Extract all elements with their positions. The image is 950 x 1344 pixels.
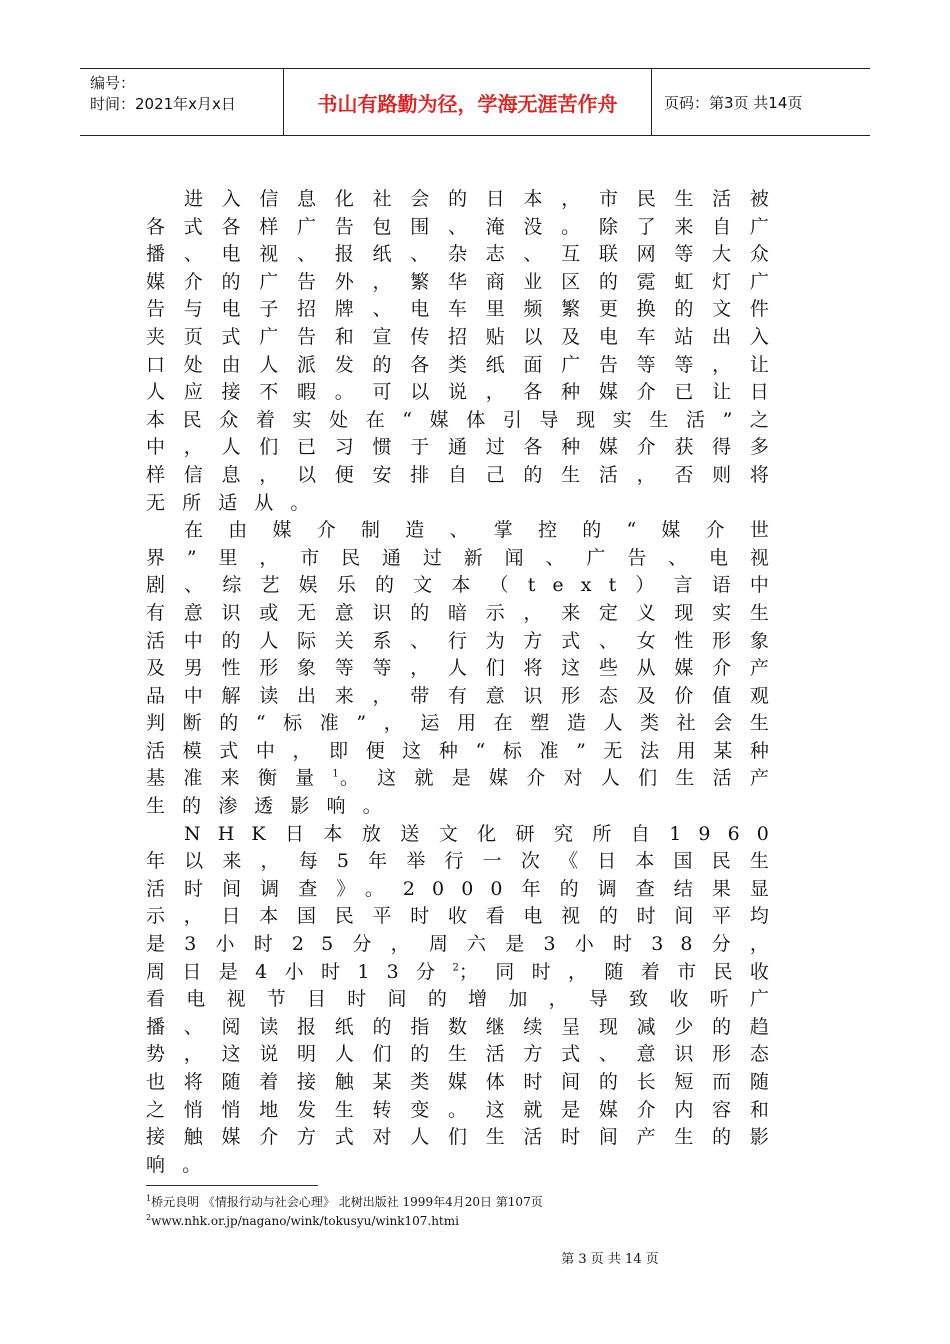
footnote-1-text: 桥元良明 《情报行动与社会心理》 北树出版社 1999年4月20日 第107页: [151, 1195, 543, 1209]
page-footer: 第 3 页 共 14 页: [561, 1252, 659, 1267]
footnote-2: [146, 1212, 846, 1231]
article-body: [146, 186, 786, 1179]
paragraph-1: 进入信息化社会的日本，市民生活被各式各样广告包围、淹没。除了来自广播、电视、报纸、杂志、互联网等大众媒介的广告外，繁华商业区的霓虹灯广告与电子招牌、电车里频繁更换的文件夹页式广告和宣传招贴以及电车站出入口处由人派发的各类纸面广告等等，让人应接不暇。可以说，各种媒介已让日本民众着实处在“媒体引导现实生活”之中，人们已习惯于通过各种媒介获得多样信息，以便安排自己的生活，否则将无所适从。: [146, 188, 786, 514]
footnote-2-mark: 2: [146, 1213, 152, 1222]
footnote-ref-2[interactable]: 2: [452, 962, 459, 974]
footnote-1: [146, 1193, 846, 1212]
header-code-label: 编号：: [90, 74, 136, 92]
footnote-1-mark: 1: [146, 1194, 152, 1203]
paragraph-3-tail: ；同时，随着市民收看电视节目时间的增加，导致收听广播、阅读报纸的指数继续呈现减少的趋势，这说明人们的生活方式、意识形态也将随着接触某类媒体时间的长短而随之悄悄地发生转变。这就是媒介内容和接触媒介方式对人们生活时间产生的影响。: [146, 960, 787, 1176]
header-page-label: 页码：第3页 共14页: [664, 93, 803, 112]
paragraph-3: [146, 821, 786, 1180]
paragraph-2-tail: 。这就是媒介对人们生活产生的渗透影响。: [146, 767, 786, 818]
page-header: [80, 68, 870, 136]
footnote-ref-1[interactable]: 1: [332, 769, 339, 781]
paragraph-2-main: 在由媒介制造、掌控的“媒介世界”里，市民通过新闻、广告、电视剧、综艺娱乐的文本（text）言语中有意识或无意识的暗示，来定义现实生活中的人际关系、行为方式、女性形象及男性形象等等，人们将这些从媒介产品中解读出来，带有意识形态及价值观判断的“标准”，运用在塑造人类社会生活模式中，即便这种“标准”无法用某种基准来衡量: [146, 519, 786, 790]
header-meta: [80, 69, 284, 135]
header-motto: 书山有路勤为径，学海无涯苦作舟: [284, 69, 652, 135]
footnotes: [146, 1193, 846, 1231]
footnote-2-text[interactable]: www.nhk.or.jp/nagano/wink/tokusyu/wink107.htmi: [151, 1214, 459, 1228]
footnote-divider: [146, 1185, 318, 1186]
header-date-label: 时间：2021年x月x日: [90, 95, 236, 113]
paragraph-2: [146, 517, 786, 821]
paragraph-3-main: NHK日本放送文化研究所自1960年以来，每5年举行一次《日本国民生活时间调查》。2000年的调查结果显示，日本国民平时收看电视的时间平均是3小时25分，周六是3小时38分，周日是4小时13分: [146, 822, 786, 983]
